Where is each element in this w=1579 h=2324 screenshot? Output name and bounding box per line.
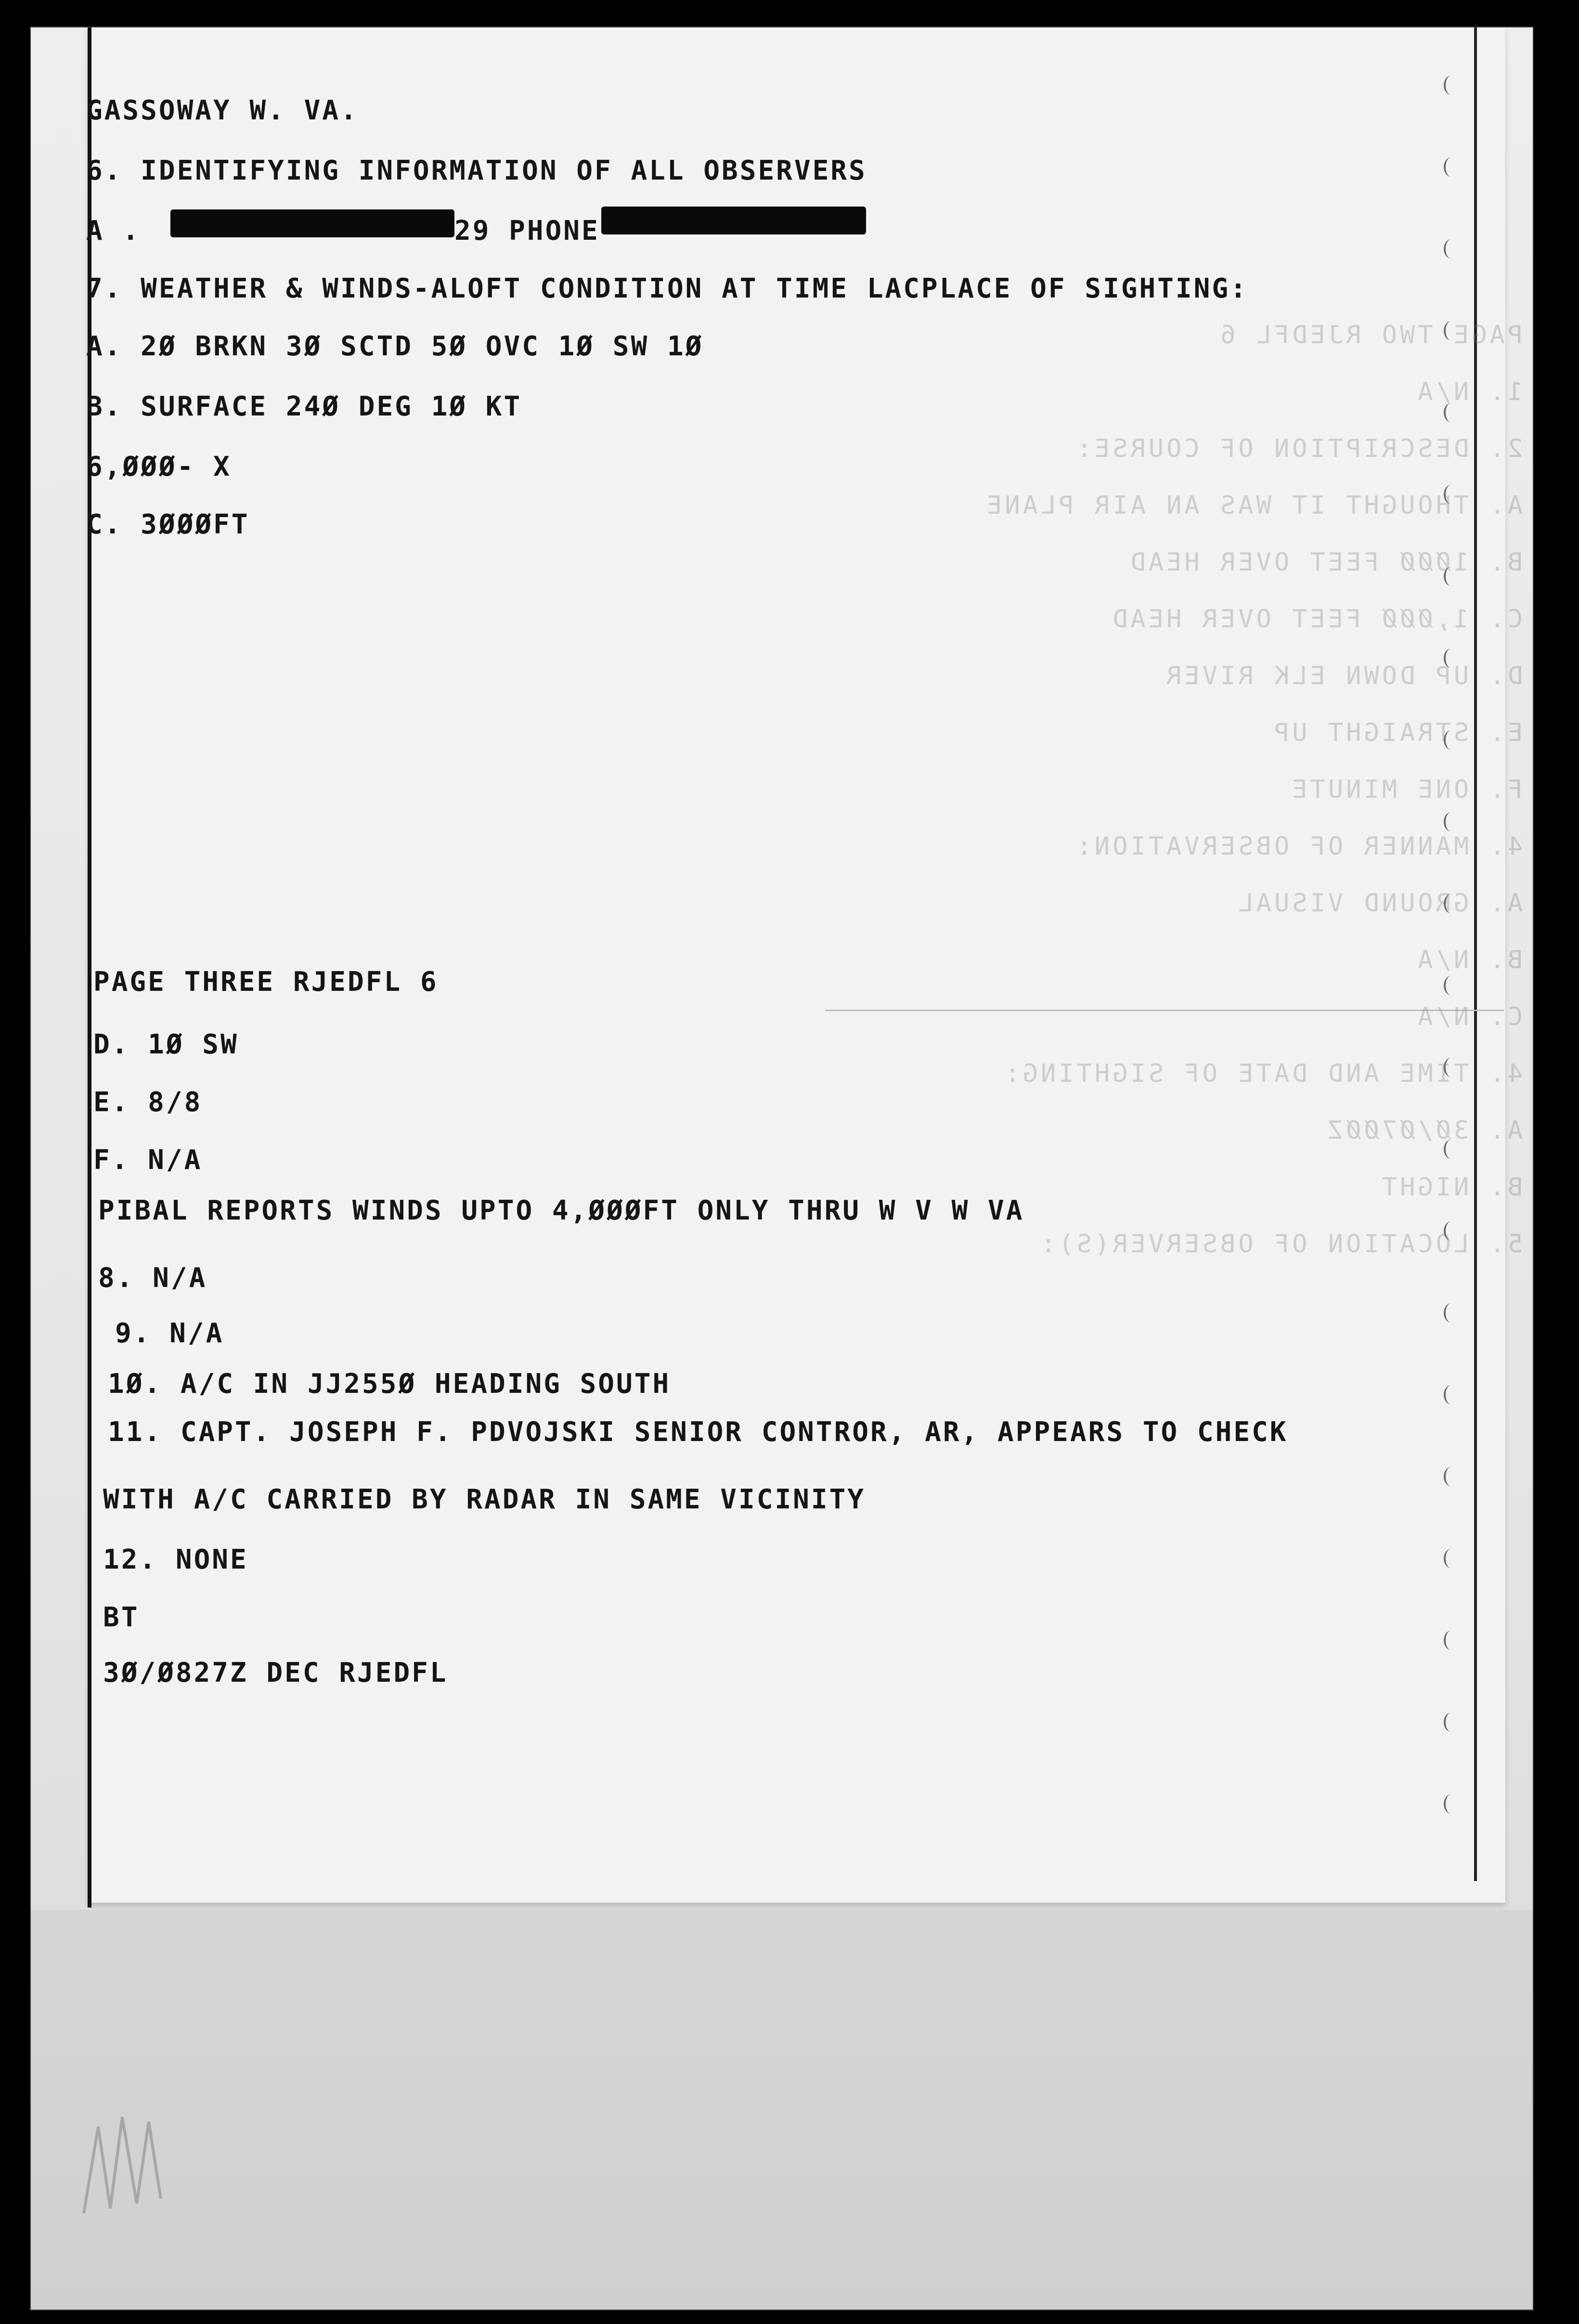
perforation-hole: [1444, 239, 1458, 259]
perforation-hole: [1444, 730, 1458, 750]
page-left-edge: [88, 27, 91, 1908]
doc-line: D. 1Ø SW: [93, 1029, 239, 1060]
doc-line: WITH A/C CARRIED BY RADAR IN SAME VICINITY: [103, 1484, 866, 1515]
perforation-hole: [1444, 812, 1458, 831]
perforation-hole: [1444, 1794, 1458, 1814]
perforation-hole: [1444, 1385, 1458, 1404]
perforation-hole: [1444, 976, 1458, 995]
perforation-hole: [1444, 649, 1458, 668]
perforation-hole: [1444, 1467, 1458, 1486]
doc-line: 9. N/A: [115, 1318, 224, 1349]
perforation-hole: [1444, 1058, 1458, 1077]
perforation-hole: [1444, 1303, 1458, 1323]
doc-line: BT: [103, 1602, 140, 1633]
doc-line: GASSOWAY W. VA.: [86, 95, 359, 126]
doc-line: A. 2Ø BRKN 3Ø SCTD 5Ø OVC 1Ø SW 1Ø: [86, 331, 704, 362]
perforation-hole: [1444, 567, 1458, 586]
perforation-hole: [1444, 1631, 1458, 1650]
perforation-hole: [1444, 1140, 1458, 1159]
scribble-mark: [65, 2088, 209, 2233]
doc-line: F. N/A: [93, 1144, 203, 1176]
doc-line: B. SURFACE 24Ø DEG 1Ø KT: [86, 391, 522, 422]
doc-line: 12. NONE: [103, 1544, 248, 1575]
underlying-sheet: [31, 1910, 1533, 2310]
perforation-hole: [1444, 321, 1458, 340]
doc-line: A .: [86, 215, 141, 247]
doc-line: C. 3ØØØFT: [86, 509, 250, 540]
perforation-hole: [1444, 157, 1458, 177]
doc-line: 7. WEATHER & WINDS-ALOFT CONDITION AT TIME LACPLACE OF SIGHTING:: [86, 273, 1248, 304]
perforation-hole: [1444, 1713, 1458, 1732]
doc-line: E. 8/8: [93, 1087, 203, 1118]
perforation-hole: [1444, 76, 1458, 95]
doc-line: 3Ø/Ø827Z DEC RJEDFL: [103, 1657, 448, 1688]
doc-line: 29 PHONE: [454, 215, 600, 247]
bleed-through-text: PAGE TWO RJEDFL 6 1. N/A 2. DESCRIPTION OF COURSE: A. THOUGHT IT WAS AN AIR PLANE B. 1ØØØ FEET OVER HEAD C. 1,ØØØ FEET OVER HEAD D. UP DOWN ELK RIVER E. STRAIGHT UP F. ONE MINUTE 4. MANNER OF OBSERVATION: A. GROUND VISUAL B. N/A C. N/A 4. TIME AND DATE OF SIGHTING: A. 3Ø/Ø7ØØZ B. NIGHT 5. LOCATION OF OBSERVER(S):: [984, 321, 1523, 1259]
doc-line: PAGE THREE RJEDFL 6: [93, 966, 439, 998]
perforation-hole: [1444, 485, 1458, 504]
doc-line: 6. IDENTIFYING INFORMATION OF ALL OBSERVERS: [86, 155, 867, 186]
perforation-hole: [1444, 403, 1458, 422]
perforation-hole: [1444, 1221, 1458, 1241]
doc-line: PIBAL REPORTS WINDS UPTO 4,ØØØFT ONLY THRU W V W VA: [98, 1195, 1024, 1226]
redaction-bar-phone: [601, 207, 866, 234]
perforation-hole: [1444, 1549, 1458, 1568]
doc-line: 8. N/A: [98, 1262, 207, 1294]
doc-line: 11. CAPT. JOSEPH F. PDVOJSKI SENIOR CONTROR, AR, APPEARS TO CHECK: [108, 1416, 1288, 1448]
doc-line: 1Ø. A/C IN JJ255Ø HEADING SOUTH: [108, 1368, 671, 1400]
redaction-bar-name: [170, 209, 454, 237]
perforation-hole: [1444, 894, 1458, 913]
doc-line: 6,ØØØ- X: [86, 451, 232, 482]
paper-stack: [30, 26, 1534, 2311]
